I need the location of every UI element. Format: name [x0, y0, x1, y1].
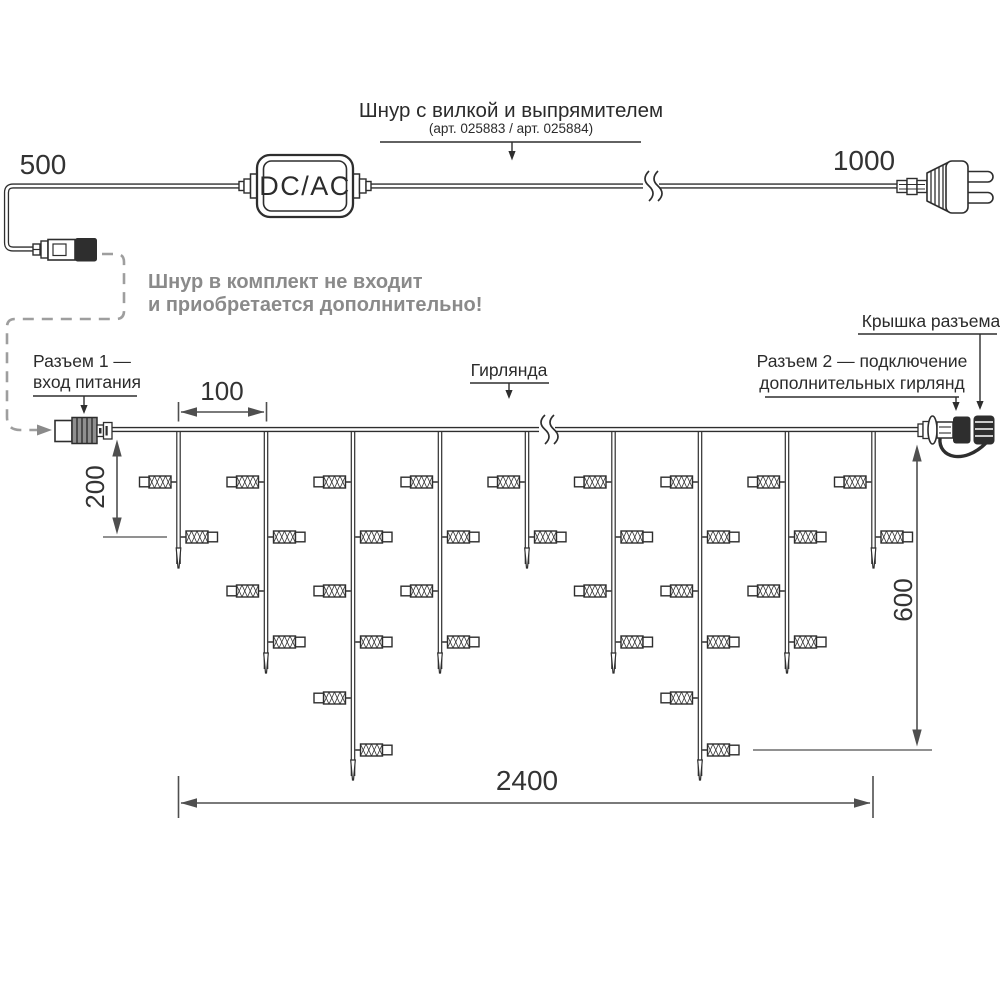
lamp-bulb-icon [748, 476, 785, 488]
dim-100 [179, 376, 267, 422]
lamp-bulb-icon [529, 531, 566, 543]
garland-drop [661, 431, 739, 780]
garland-label-text: Гирлянда [470, 360, 548, 380]
cap-label-text: Крышка разъема [861, 311, 1000, 331]
dim-2400-text: 2400 [495, 765, 559, 796]
drop-tip [264, 653, 269, 673]
power-cord-right [371, 171, 897, 201]
lamp-bulb-icon [702, 744, 739, 756]
lamp-bulb-icon [702, 636, 739, 648]
euro-plug-icon [897, 161, 993, 213]
lamp-bulb-icon [401, 476, 438, 488]
lamp-bulb-icon [661, 585, 698, 597]
lamp-bulb-icon [140, 476, 177, 488]
connector-2-body [953, 417, 971, 444]
drop-tip [438, 653, 443, 673]
lamp-bulb-icon [616, 531, 653, 543]
dim-500 [20, 149, 67, 180]
garland-drops [140, 431, 913, 780]
garland-drop [140, 431, 218, 568]
lamp-bulb-icon [314, 585, 351, 597]
lamp-bulb-icon [488, 476, 525, 488]
dim-1000 [833, 145, 895, 176]
cord-label-text: Шнур с вилкой и выпрямителем [358, 99, 664, 122]
drop-tip [698, 760, 703, 780]
lamp-bulb-icon [661, 476, 698, 488]
lamp-bulb-icon [314, 692, 351, 704]
dim-1000-text: 1000 [832, 145, 896, 176]
drop-tip [871, 548, 876, 568]
cord-break-icon [643, 171, 662, 201]
lamp-bulb-icon [442, 531, 479, 543]
connector-cap-icon [974, 416, 995, 445]
lamp-bulb-icon [702, 531, 739, 543]
power-cord-left [7, 186, 241, 249]
connector-2-label-line1: Разъем 2 — подключение [756, 351, 968, 371]
garland-wire-break-icon [539, 415, 558, 444]
lamp-bulb-icon [835, 476, 872, 488]
lamp-bulb-icon [876, 531, 913, 543]
drop-tip [525, 548, 530, 568]
garland-drop [488, 431, 566, 568]
lamp-bulb-icon [355, 744, 392, 756]
note-line-2: и приобретается дополнительно! [148, 294, 483, 316]
dim-100-text: 100 [200, 376, 244, 406]
power-input-connector [33, 238, 97, 262]
dim-2400 [179, 765, 874, 818]
dim-500-text: 500 [19, 149, 67, 180]
connector-2-label-line2: дополнительных гирлянд [759, 373, 965, 393]
garland-drop [835, 431, 913, 568]
garland-connector-1 [55, 418, 112, 444]
garland-drop [227, 431, 305, 673]
drop-tip [785, 653, 790, 673]
garland-drop [314, 431, 392, 780]
garland-drop [575, 431, 653, 673]
note-line-1: Шнур в комплект не входит [148, 271, 423, 293]
lamp-bulb-icon [268, 531, 305, 543]
garland-drop [401, 431, 479, 673]
cord-label [359, 99, 663, 161]
lamp-bulb-icon [181, 531, 218, 543]
lamp-bulb-icon [575, 585, 612, 597]
lamp-bulb-icon [748, 585, 785, 597]
dim-600-text: 600 [888, 578, 918, 622]
connector-2-label [757, 351, 968, 411]
lamp-bulb-icon [227, 585, 264, 597]
adapter-label: DC/AC [259, 171, 351, 201]
garland-connector-2 [918, 416, 995, 457]
lamp-bulb-icon [355, 636, 392, 648]
drop-tip [176, 548, 181, 568]
lamp-bulb-icon [401, 585, 438, 597]
connector-1-label-line2: вход питания [33, 372, 141, 392]
lamp-bulb-icon [355, 531, 392, 543]
lamp-bulb-icon [227, 476, 264, 488]
drop-tip [351, 760, 356, 780]
cord-art-text: (арт. 025883 / арт. 025884) [428, 121, 594, 136]
garland-drop [748, 431, 826, 673]
connector-1-label-line1: Разъем 1 — [33, 351, 131, 371]
lamp-bulb-icon [661, 692, 698, 704]
dashed-arrowhead [37, 425, 52, 436]
adapter-box [239, 155, 371, 217]
lamp-bulb-icon [616, 636, 653, 648]
dashed-route [7, 254, 124, 436]
lamp-bulb-icon [575, 476, 612, 488]
lamp-bulb-icon [268, 636, 305, 648]
dim-200-text: 200 [80, 465, 110, 509]
lamp-bulb-icon [442, 636, 479, 648]
lamp-bulb-icon [789, 531, 826, 543]
garland-label [470, 360, 549, 399]
lamp-bulb-icon [314, 476, 351, 488]
drop-tip [611, 653, 616, 673]
note-label [148, 271, 482, 316]
connector-1-label [33, 351, 141, 414]
lamp-bulb-icon [789, 636, 826, 648]
